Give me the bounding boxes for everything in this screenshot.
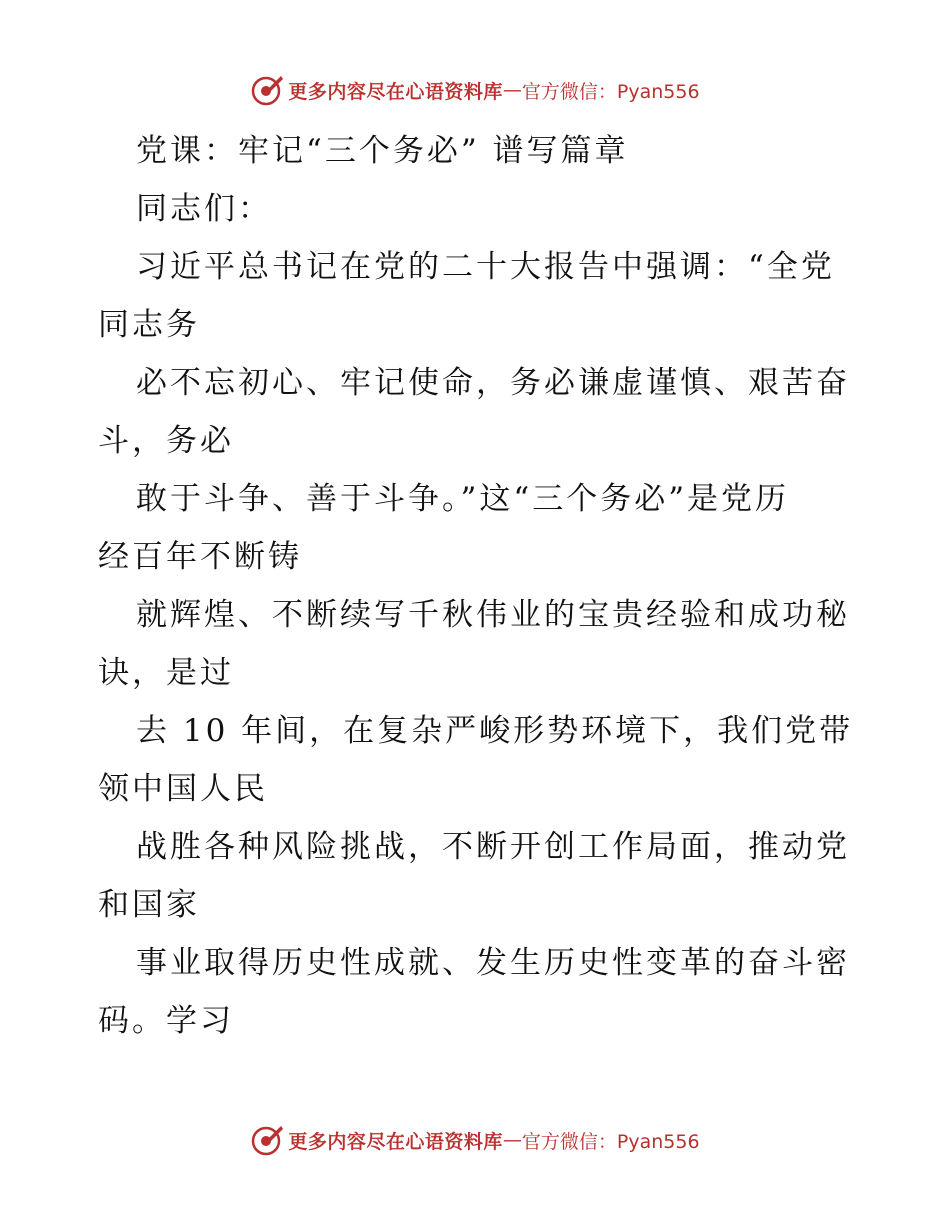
text-line: 斗，务必 (98, 423, 234, 459)
text-line: 经百年不断铸 (98, 539, 302, 575)
quill-logo-icon (250, 73, 284, 107)
footer-watermark-text: 更多内容尽在心语资料库 (288, 1130, 503, 1153)
text-line: 和国家 (98, 887, 200, 923)
text-line: 码。学习 (98, 1003, 234, 1039)
text-line: 同志们： (136, 191, 272, 227)
text-line: 领中国人民 (98, 771, 268, 807)
text-line: 必不忘初心、牢记使命，务必谦虚谨慎、艰苦奋 (136, 365, 850, 401)
header-watermark (0, 70, 950, 110)
text-line: 同志务 (98, 307, 200, 343)
document-title: 党课：牢记“三个务必” 谱写篇章 (136, 133, 629, 169)
header-watermark-text: 更多内容尽在心语资料库 (288, 80, 503, 103)
footer-watermark-suffix: 官方微信：Pyan556 (521, 1130, 700, 1153)
text-line: 事业取得历史性成就、发生历史性变革的奋斗密 (136, 945, 850, 981)
quill-logo-icon (250, 1123, 284, 1157)
header-watermark-dash: — (502, 79, 522, 101)
text-line: 诀，是过 (98, 655, 234, 691)
header-watermark-suffix: 官方微信：Pyan556 (521, 80, 700, 103)
document-body (98, 122, 858, 1050)
text-line: 习近平总书记在党的二十大报告中强调：“全党 (136, 249, 835, 285)
footer-watermark-dash: — (502, 1129, 522, 1151)
text-line: 战胜各种风险挑战，不断开创工作局面，推动党 (136, 829, 850, 865)
text-line: 去 10 年间，在复杂严峻形势环境下，我们党带 (136, 713, 854, 749)
text-line: 就辉煌、不断续写千秋伟业的宝贵经验和成功秘 (136, 597, 850, 633)
text-line: 敢于斗争、善于斗争。”这“三个务必”是党历 (136, 481, 790, 517)
footer-watermark (0, 1120, 950, 1160)
